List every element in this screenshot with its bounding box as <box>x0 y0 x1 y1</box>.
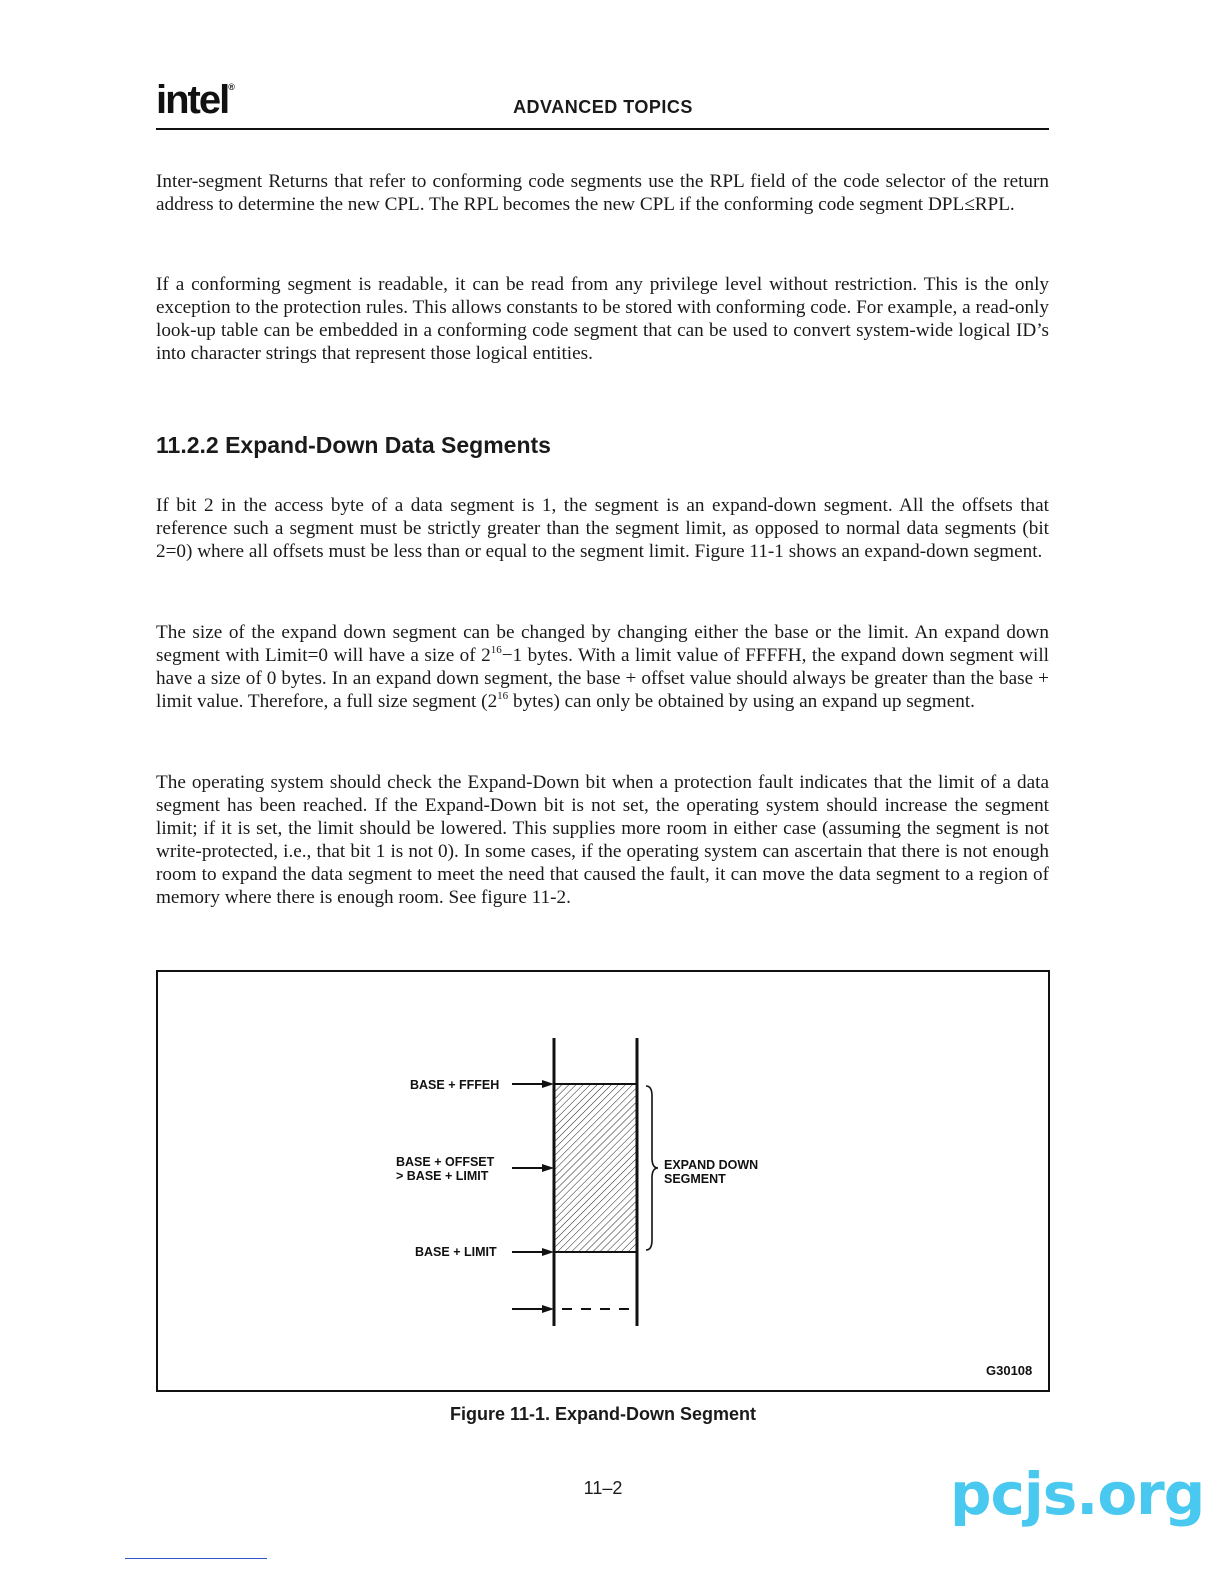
header-rule <box>156 128 1049 130</box>
expand-down-region <box>555 1084 636 1252</box>
arrowhead-limit <box>542 1248 554 1256</box>
expand-down-diagram <box>158 972 1048 1390</box>
paragraph-segment-size: The size of the expand down segment can be changed by changing either the base or the limit. An expand down segment with Limit=0 will have a size of $2^{16}-1$ bytes. With a limit value of FFFFH, the expand down segment will have a size of 0 bytes. In an expand down segment, the base + offset value should always be greater than the base + limit value. Therefore, a full size segment ($2^{16}$ bytes) can only be obtained by using an expand up segment. <box>156 622 1049 712</box>
label-base-ffffeh: BASE + FFFEH <box>410 1078 500 1092</box>
paragraph-conforming-returns: Inter-segment Returns that refer to conforming code segments use the RPL field of the code selector of the return address to determine the new CPL. The RPL becomes the new CPL if the conforming code segment DPL≤RPL. <box>156 171 1049 215</box>
section-heading: 11.2.2 Expand-Down Data Segments <box>156 432 551 458</box>
arrowhead-ffffeh <box>542 1080 554 1088</box>
label-gt-base-limit: > BASE + LIMIT <box>396 1169 489 1183</box>
paragraph-expand-down-bit: If bit 2 in the access byte of a data segment is 1, the segment is an expand-down segment. All the offsets that reference such a segment must be strictly greater than the segment limit, as opposed to normal data segments (bit 2=0) where all offsets must be less than or equal to the segment limit. Figure 11-1 shows an expand-down segment. <box>156 495 1049 562</box>
label-base-offset: BASE + OFFSET <box>396 1155 495 1169</box>
label-segment: SEGMENT <box>664 1172 726 1186</box>
figure-caption: Figure 11-1. Expand-Down Segment <box>449 1404 757 1424</box>
intel-logo: intel® <box>156 78 235 122</box>
arrowhead-base <box>542 1305 554 1313</box>
arrowhead-offset <box>542 1164 554 1172</box>
figure-expand-down-segment <box>156 970 1050 1392</box>
figure-code: G30108 <box>986 1363 1033 1378</box>
pcjs-watermark: pcjs.org <box>950 1460 1205 1528</box>
brace <box>646 1086 658 1250</box>
label-expand-down: EXPAND DOWN <box>664 1158 759 1172</box>
paragraph-readable-conforming: If a conforming segment is readable, it can be read from any privilege level without restriction. This is the only exception to the protection rules. This allows constants to be stored with conforming code. For example, a read-only look-up table can be embedded in a conforming code segment that can be used to convert system-wide logical ID’s into character strings that represent those logical entities. <box>156 274 1049 364</box>
label-base-limit: BASE + LIMIT <box>415 1245 497 1259</box>
paragraph-os-check: The operating system should check the Expand-Down bit when a protection fault indicates that the limit of a data segment has been reached. If the Expand-Down bit is not set, the operating system should increase the segment limit; if it is set, the limit should be lowered. This supplies more room in either case (assuming the segment is not write-protected, i.e., that bit 1 is not 0). In some cases, if the operating system can ascertain that there is not enough room to expand the data segment to meet the need that caused the fault, it can move the data segment to a region of memory where there is enough room. See figure 11-2. <box>156 772 1049 908</box>
footer-rule <box>125 1558 267 1559</box>
header-title: ADVANCED TOPICS <box>513 97 693 117</box>
page-number: 11–2 <box>583 1478 623 1498</box>
